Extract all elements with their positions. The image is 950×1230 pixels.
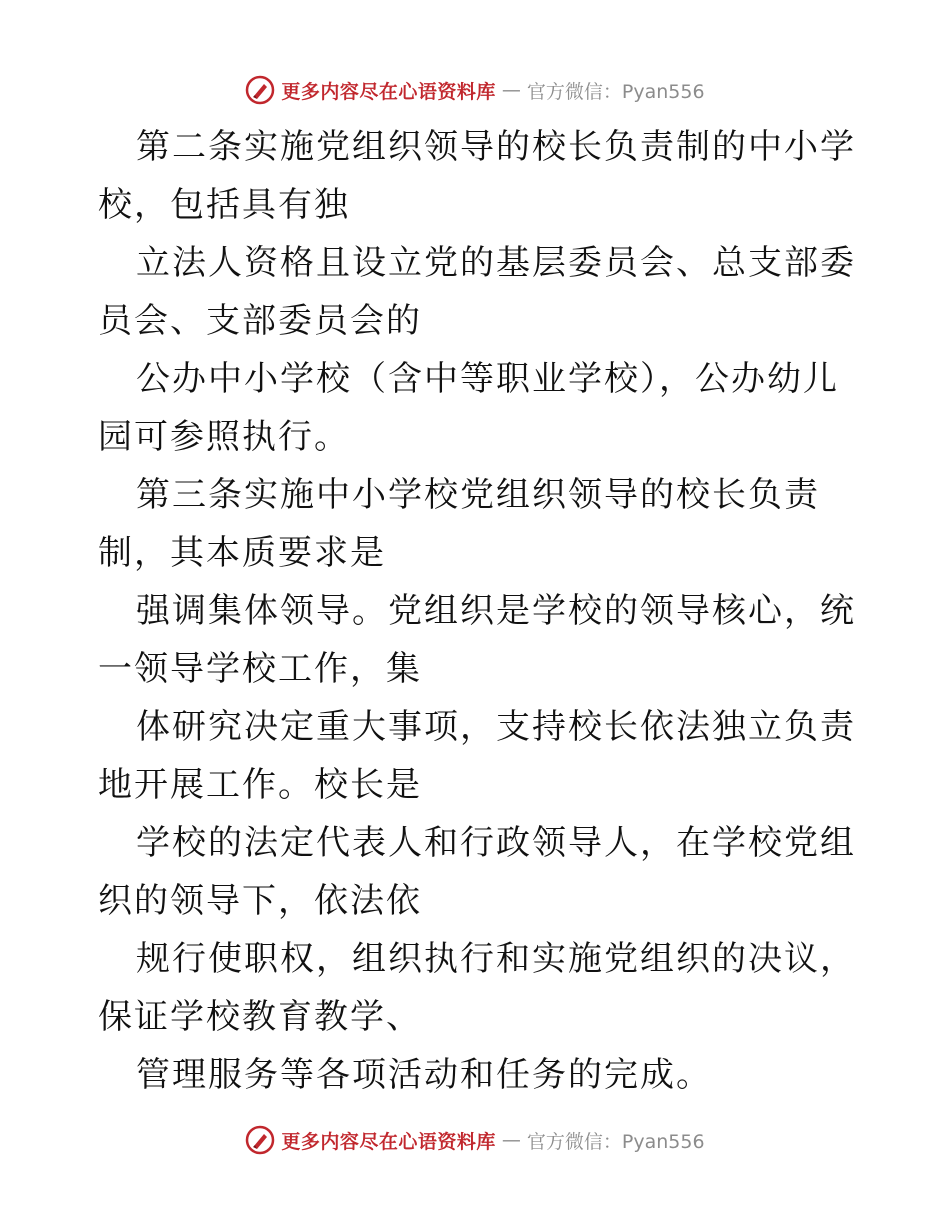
paragraph: 强调集体领导。党组织是学校的领导核心，统一领导学校工作，集 <box>98 591 856 689</box>
watermark-main-text: 更多内容尽在心语资料库 <box>281 1130 496 1153</box>
paragraph: 体研究决定重大事项，支持校长依法独立负责地开展工作。校长是 <box>98 707 856 805</box>
paragraph: 立法人资格且设立党的基层委员会、总支部委员会、支部委员会的 <box>98 243 856 341</box>
document-body <box>98 118 858 1104</box>
paragraph: 学校的法定代表人和行政领导人，在学校党组织的领导下，依法依 <box>98 823 856 921</box>
paragraph: 第二条实施党组织领导的校长负责制的中小学校，包括具有独 <box>98 127 856 225</box>
watermark-main-text: 更多内容尽在心语资料库 <box>281 80 496 103</box>
paragraph: 第三条实施中小学校党组织领导的校长负责制，其本质要求是 <box>98 475 820 573</box>
watermark-suffix-text: 官方微信：Pyan556 <box>526 80 705 103</box>
pen-nib-logo-icon <box>245 1125 275 1155</box>
watermark-dash: — <box>501 79 521 101</box>
pen-nib-logo-icon <box>245 75 275 105</box>
footer-watermark <box>0 1120 950 1160</box>
header-watermark <box>0 70 950 110</box>
watermark-suffix-text: 官方微信：Pyan556 <box>526 1130 705 1153</box>
watermark-dash: — <box>501 1129 521 1151</box>
paragraph: 管理服务等各项活动和任务的完成。 <box>136 1055 712 1095</box>
paragraph: 规行使职权，组织执行和实施党组织的决议，保证学校教育教学、 <box>98 939 856 1037</box>
paragraph: 公办中小学校（含中等职业学校），公办幼儿园可参照执行。 <box>98 359 839 457</box>
